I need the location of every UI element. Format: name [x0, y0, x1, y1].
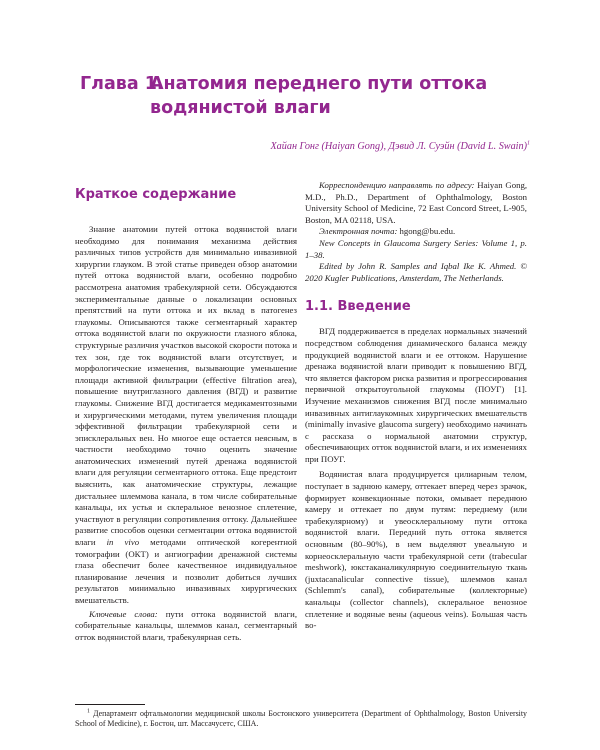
- correspondence-address: Haiyan Gong, M.D., Ph.D., Department of Ophthalmology, Boston University School of Medicine, 72 East Concord Street, L-905, Boston, MA 02118, USA.: [305, 180, 528, 225]
- right-column: [305, 180, 527, 632]
- series-line: New Concepts in Glaucoma Surgery Series: Volume 1, p. 1–38.: [305, 237, 527, 260]
- correspondence-label: Корреспонденцию направлять по адресу:: [319, 180, 475, 190]
- summary-text-end: методами оптической когерентной томографии (ОКТ) и ангиографии дренажной системы глаза обеспечит более качественное индивидуальное планирование лечения и позволит добиться лучших результатов минимально инвазивных хирургических вмешательств.: [75, 537, 297, 605]
- chapter-title: Анатомия переднего пути оттока водянистой влаги: [150, 74, 488, 118]
- footnote-rule: [75, 704, 145, 705]
- edited-text: Edited by John R. Samples and Iqbal Ike K. Ahmed.: [319, 261, 517, 272]
- footnote-text: Департамент офтальмологии медицинской школы Бостонского университета (Department of Ophthalmology, Boston University School of Medicine), г. Бостон, шт. Массачусетс, США.: [75, 709, 527, 729]
- correspondence: [305, 180, 527, 226]
- email-line: [305, 226, 527, 238]
- author-footnote-mark[interactable]: 1: [527, 140, 530, 147]
- email-label: Электронная почта:: [319, 226, 398, 237]
- chapter-number: Глава 1.: [80, 74, 164, 94]
- email-link[interactable]: hgong@bu.edu.: [399, 226, 456, 237]
- intro-paragraph-1: ВГД поддерживается в пределах нормальных значений посредством соблюдения динамического баланса между продукцией водянистой влаги и ее оттоком. Нарушение дренажа водянистой влаги приводит к повышению ВГД, что является фактором риска развития и прогрессирования первичной открытоугольной глаукомы (ПОУГ) [1]. Изучение механизмов снижения ВГД после минимально инвазивных антиглаукомных хирургических вмешательств (minimally invasive glaucoma surgery) необходимо начинать с рассказа о нормальной анатомии структур, обеспечивающих отток водянистой влаги, и их изменениях при ПОУГ.: [305, 326, 527, 464]
- copyright-text: © 2020 Kugler Publications, Amsterdam, The Netherlands.: [305, 261, 528, 283]
- footnote: [75, 709, 527, 730]
- keywords-paragraph: [75, 609, 297, 644]
- summary-in-vivo: in vivo: [106, 537, 140, 548]
- author-line: [270, 141, 530, 152]
- keywords-text: пути оттока водянистой влаги, собирательные канальцы, шлеммов канал, сегментарный отток водянистой влаги, трабекулярная сеть.: [75, 608, 298, 642]
- intro-heading: 1.1. Введение: [305, 299, 411, 315]
- intro-paragraph-2: Водянистая влага продуцируется цилиарным телом, поступает в заднюю камеру, оттекает вперед через зрачок, формирует конвекционные потоки, омывает переднюю камеру и оттекает по двум путям: переднему (или трабекулярному) и увеосклеральному пути оттока водянистой влаги. Передний путь оттока является основным (80–90%), в нем выделяют увеальную и корнеосклеральную части трабекулярной сети (trabecular meshwork), юкстаканаликулярную соединительную ткань (juxtacanalicular connective tissue), шлеммов канал (Schlemm's canal), собирательные (коллекторные) канальцы (collector channels), склеральное венозное сплетение и водяные вены (aqueous veins). Большая часть во-: [305, 469, 527, 631]
- authors-text: Хайан Гонг (Haiyan Gong), Дэвид Л. Суэйн (David L. Swain): [270, 141, 527, 152]
- footnote-mark: 1: [87, 708, 90, 715]
- left-column: [75, 170, 297, 643]
- edited-line: [305, 261, 527, 284]
- summary-text: Знание анатомии путей оттока водянистой влаги необходимо для понимания механизма действия различных типов устройств для минимально инвазивной хирургии глауком. В этой статье приведен обзор анатомии путей оттока водянистой влаги, особенно подробно рассмотрена анатомия трабекулярной сети. Обсуждаются экспериментальные данные о локализации основных препятствий на пути оттока и их вклад в патогенез глаукомы. Описываются также сегментарный характер оттока водянистой влаги по окружности глазного яблока, структурные различия участков высокой скорости потока и тех зон, где ток водянистой влаги отсутствует, и морфологические изменения, вызывающие уменьшение площади активной фильтрации (effective filtration area), повышение внутриглазного давления (ВГД) и развитие глаукомы. Снижение ВГД достигается медикаментозными и хирургическими методами, путем увеличения площади эффективной фильтрации трабекулярной сети и эписклеральных вен. Но многое еще остается неясным, в частности необходимо точно оценить значение анатомических изменений путей дренажа водянистой влаги для регуляции сегментарного оттока. Еще предстоит выяснить, как анатомические структуры, лежащие дистальнее шлеммова канала, в том числе собирательные канальцы, их устья и склеральное венозное сплетение, участвуют в регуляции сопротивления оттоку. Дальнейшее развитие способов оценки сегментации оттока водянистой влаги: [75, 224, 297, 548]
- summary-heading: Краткое содержание: [75, 187, 237, 202]
- keywords-label: Ключевые слова:: [89, 608, 158, 619]
- summary-paragraph: [75, 224, 297, 607]
